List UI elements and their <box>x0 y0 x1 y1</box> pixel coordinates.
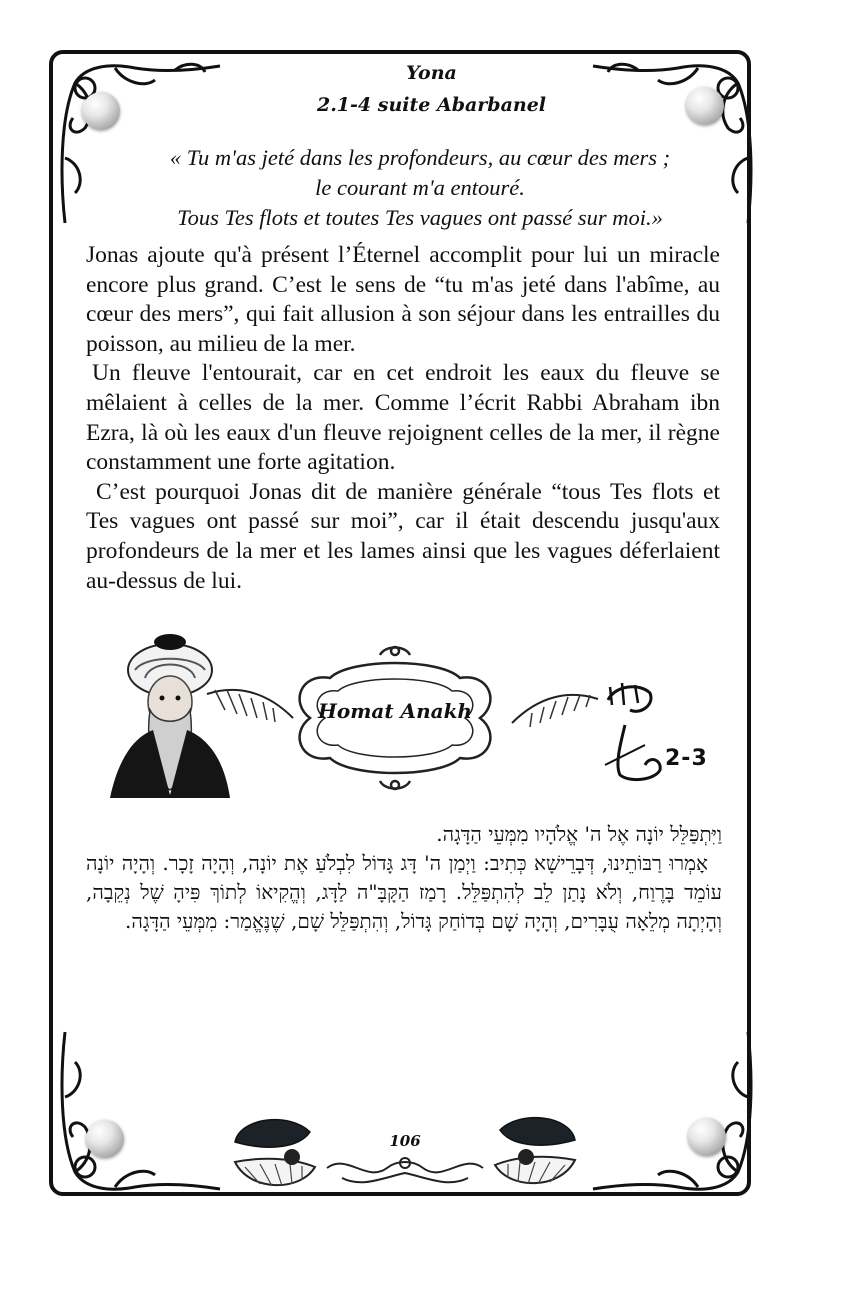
paragraph: Jonas ajoute qu'à présent l’Éternel accomplit pour lui un miracle encore plus grand. C’est le sens de “tu m'as jeté dans l'abîme, au cœur des mers”, qui fait allusion à son séjour dans les entrailles du poisson, au milieu de la mer. <box>86 242 720 357</box>
hebrew-text <box>86 820 722 936</box>
corner-ornament-bottom-right <box>588 1022 758 1197</box>
oyster-shell-icon <box>230 1112 320 1192</box>
page-number: 106 <box>389 1132 421 1150</box>
oyster-shell-icon <box>490 1110 580 1190</box>
verse-quote <box>100 143 740 233</box>
book-title: Yona <box>406 62 457 84</box>
banner-title: Homat Anakh <box>318 699 472 723</box>
quote-line: « Tu m'as jeté dans les profondeurs, au cœur des mers ; <box>169 145 671 170</box>
paragraph: C’est pourquoi Jonas dit de manière générale “tous Tes flots et Tes vagues ont passé sur moi”, car il était descendu jusqu'aux profondeurs de la mer et les lames ainsi que les vagues déferlaient au-dessus de lui. <box>86 478 720 594</box>
corner-ornament-bottom-left <box>55 1022 225 1197</box>
quote-line: Tous Tes flots et toutes Tes vagues ont passé sur moi.» <box>177 205 663 230</box>
hebrew-verse: וַיִּתְפַּלֵּל יוֹנָה אֶל ה' אֱלֹהָיו מִמְּעֵי הַדָּגָה. <box>436 822 722 846</box>
pearl-icon <box>688 1118 726 1156</box>
paragraph: Un fleuve l'entourait, car en cet endroit les eaux du fleuve se mêlaient à celles de la mer. Comme l’écrit Rabbi Abraham ibn Ezra, là où les eaux d'un fleuve rejoignent celles de la mer, il règne constamment une forte agitation. <box>86 360 720 476</box>
hebrew-commentary: אָמְרוּ רַבּוֹתֵינוּ, דְּבָרֵישָׁא כְּתִיב: וַיְמַן ה' דָּג גָּדוֹל לִבְלֹעַ אֶת יוֹנָה, וְהָיָה זָכָר. וְהָיָה יוֹנָה עוֹמֵד בָּרֶוַח, וְלֹא נָתַן לֵב לְהִתְפַּלֵּל. רָמַז הַקָּבָּ"ה לַדָּג, וְהֱקִיאוֹ לְתוֹךְ פִּיהָ שֶׁל נְקֵבָה, וְהָיְתָה מְלֵאָה עֻבָּרִים, וְהָיָה שָׁם בְּדוֹחַק גָּדוֹל, וְהִתְפַּלֵּל שָׁם, שֶׁנֶּאֱמַר: מִמְּעֵי הַדָּגָה. <box>86 851 722 933</box>
hebrew-calligraphy-icon <box>600 675 670 785</box>
verse-reference: 2-3 <box>665 746 708 771</box>
footer-ornament <box>322 1148 488 1188</box>
quote-line: le courant m'a entouré. <box>315 175 525 200</box>
pearl-icon <box>86 1120 124 1158</box>
commentary-body <box>86 241 720 596</box>
section-subtitle: 2.1-4 suite Abarbanel <box>316 94 547 116</box>
feather-right-icon <box>510 685 600 735</box>
section-banner <box>100 625 740 805</box>
